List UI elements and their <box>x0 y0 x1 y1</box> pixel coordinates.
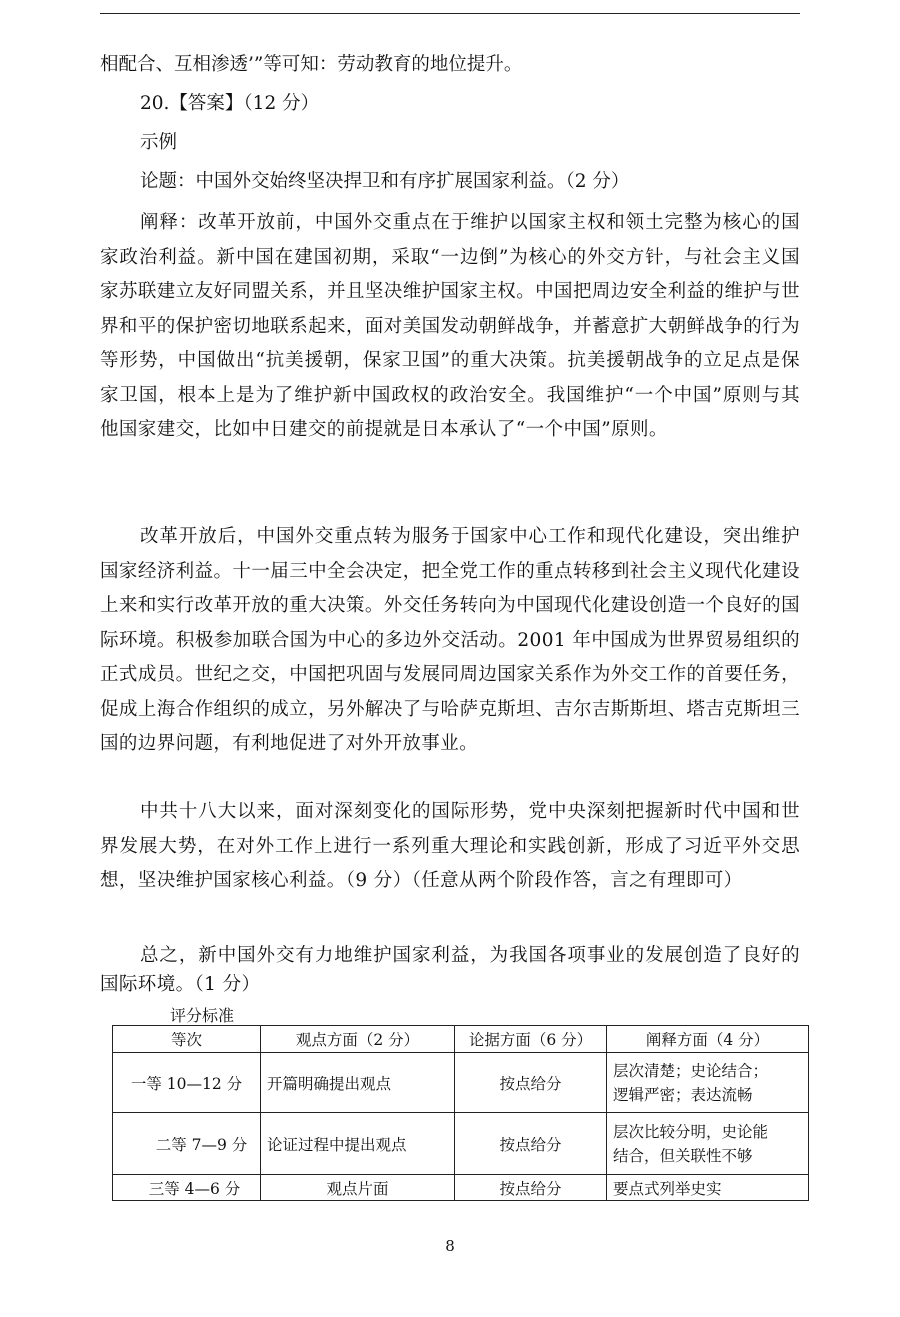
header-rule <box>100 13 800 14</box>
explain-line: 层次比较分明，史论能 <box>613 1122 769 1141</box>
thesis-line: 论题：中国外交始终坚决捍卫和有序扩展国家利益。（2 分） <box>140 171 630 192</box>
table-row <box>113 1113 809 1175</box>
table-header-cell: 观点方面（2 分） <box>261 1026 455 1053</box>
explain-line: 层次清楚；史论结合； <box>613 1061 769 1080</box>
view-cell: 观点片面 <box>261 1175 455 1201</box>
explain-line: 逻辑严密；表达流畅 <box>613 1085 753 1104</box>
view-cell: 开篇明确提出观点 <box>261 1053 455 1113</box>
level-cell: 二等 7—9 分 <box>113 1113 261 1175</box>
answer-heading: 20.【答案】（12 分） <box>140 93 320 114</box>
table-header-cell: 阐释方面（4 分） <box>607 1026 809 1053</box>
evidence-cell: 按点给分 <box>455 1175 607 1201</box>
paragraph-conclusion: 总之，新中国外交有力地维护国家利益，为我国各项事业的发展创造了良好的国际环境。（1 分） <box>100 945 800 995</box>
table-header-row <box>113 1026 809 1053</box>
table-header-cell: 论据方面（6 分） <box>455 1026 607 1053</box>
continuation-line: 相配合、互相渗透’”等可知：劳动教育的地位提升。 <box>100 54 523 75</box>
evidence-cell: 按点给分 <box>455 1053 607 1113</box>
level-cell: 一等 10—12 分 <box>113 1053 261 1113</box>
view-cell: 论证过程中提出观点 <box>261 1113 455 1175</box>
example-label: 示例 <box>140 132 178 153</box>
explain-cell <box>607 1113 809 1175</box>
explain-cell <box>607 1053 809 1113</box>
explain-line: 结合，但关联性不够 <box>613 1146 753 1165</box>
page-number: 8 <box>445 1237 455 1255</box>
scoring-table <box>112 1025 809 1201</box>
table-header-cell: 等次 <box>113 1026 261 1053</box>
paragraph-new-era: 中共十八大以来，面对深刻变化的国际形势，党中央深刻把握新时代中国和世界发展大势，在对外工作上进行一系列重大理论和实践创新，形成了习近平外交思想，坚决维护国家核心利益。（9 分）（任意从两个阶段作答，言之有理即可） <box>100 801 800 891</box>
evidence-cell: 按点给分 <box>455 1113 607 1175</box>
table-row <box>113 1053 809 1113</box>
table-caption: 评分标准 <box>170 1006 235 1025</box>
explain-cell: 要点式列举史实 <box>607 1175 809 1201</box>
table-row <box>113 1175 809 1201</box>
level-cell: 三等 4—6 分 <box>113 1175 261 1201</box>
paragraph-after-reform: 改革开放后，中国外交重点转为服务于国家中心工作和现代化建设，突出维护国家经济利益。十一届三中全会决定，把全党工作的重点转移到社会主义现代化建设上来和实行改革开放的重大决策。外交任务转向为中国现代化建设创造一个良好的国际环境。积极参加联合国为中心的多边外交活动。2001 年中国成为世界贸易组织的正式成员。世纪之交，中国把巩固与发展同周边国家关系作为外交工作的首要任务，促成上海合作组织的成立，另外解决了与哈萨克斯坦、吉尔吉斯斯坦、塔吉克斯坦三国的边界问题，有利地促进了对外开放事业。 <box>100 526 800 754</box>
paragraph-before-reform: 阐释：改革开放前，中国外交重点在于维护以国家主权和领土完整为核心的国家政治利益。新中国在建国初期，采取“一边倒”为核心的外交方针，与社会主义国家苏联建立友好同盟关系，并且坚决维护国家主权。中国把周边安全利益的维护与世界和平的保护密切地联系起来，面对美国发动朝鲜战争，并蓄意扩大朝鲜战争的行为等形势，中国做出“抗美援朝，保家卫国”的重大决策。抗美援朝战争的立足点是保家卫国，根本上是为了维护新中国政权的政治安全。我国维护“一个中国”原则与其他国家建交，比如中日建交的前提就是日本承认了“一个中国”原则。 <box>100 212 800 440</box>
